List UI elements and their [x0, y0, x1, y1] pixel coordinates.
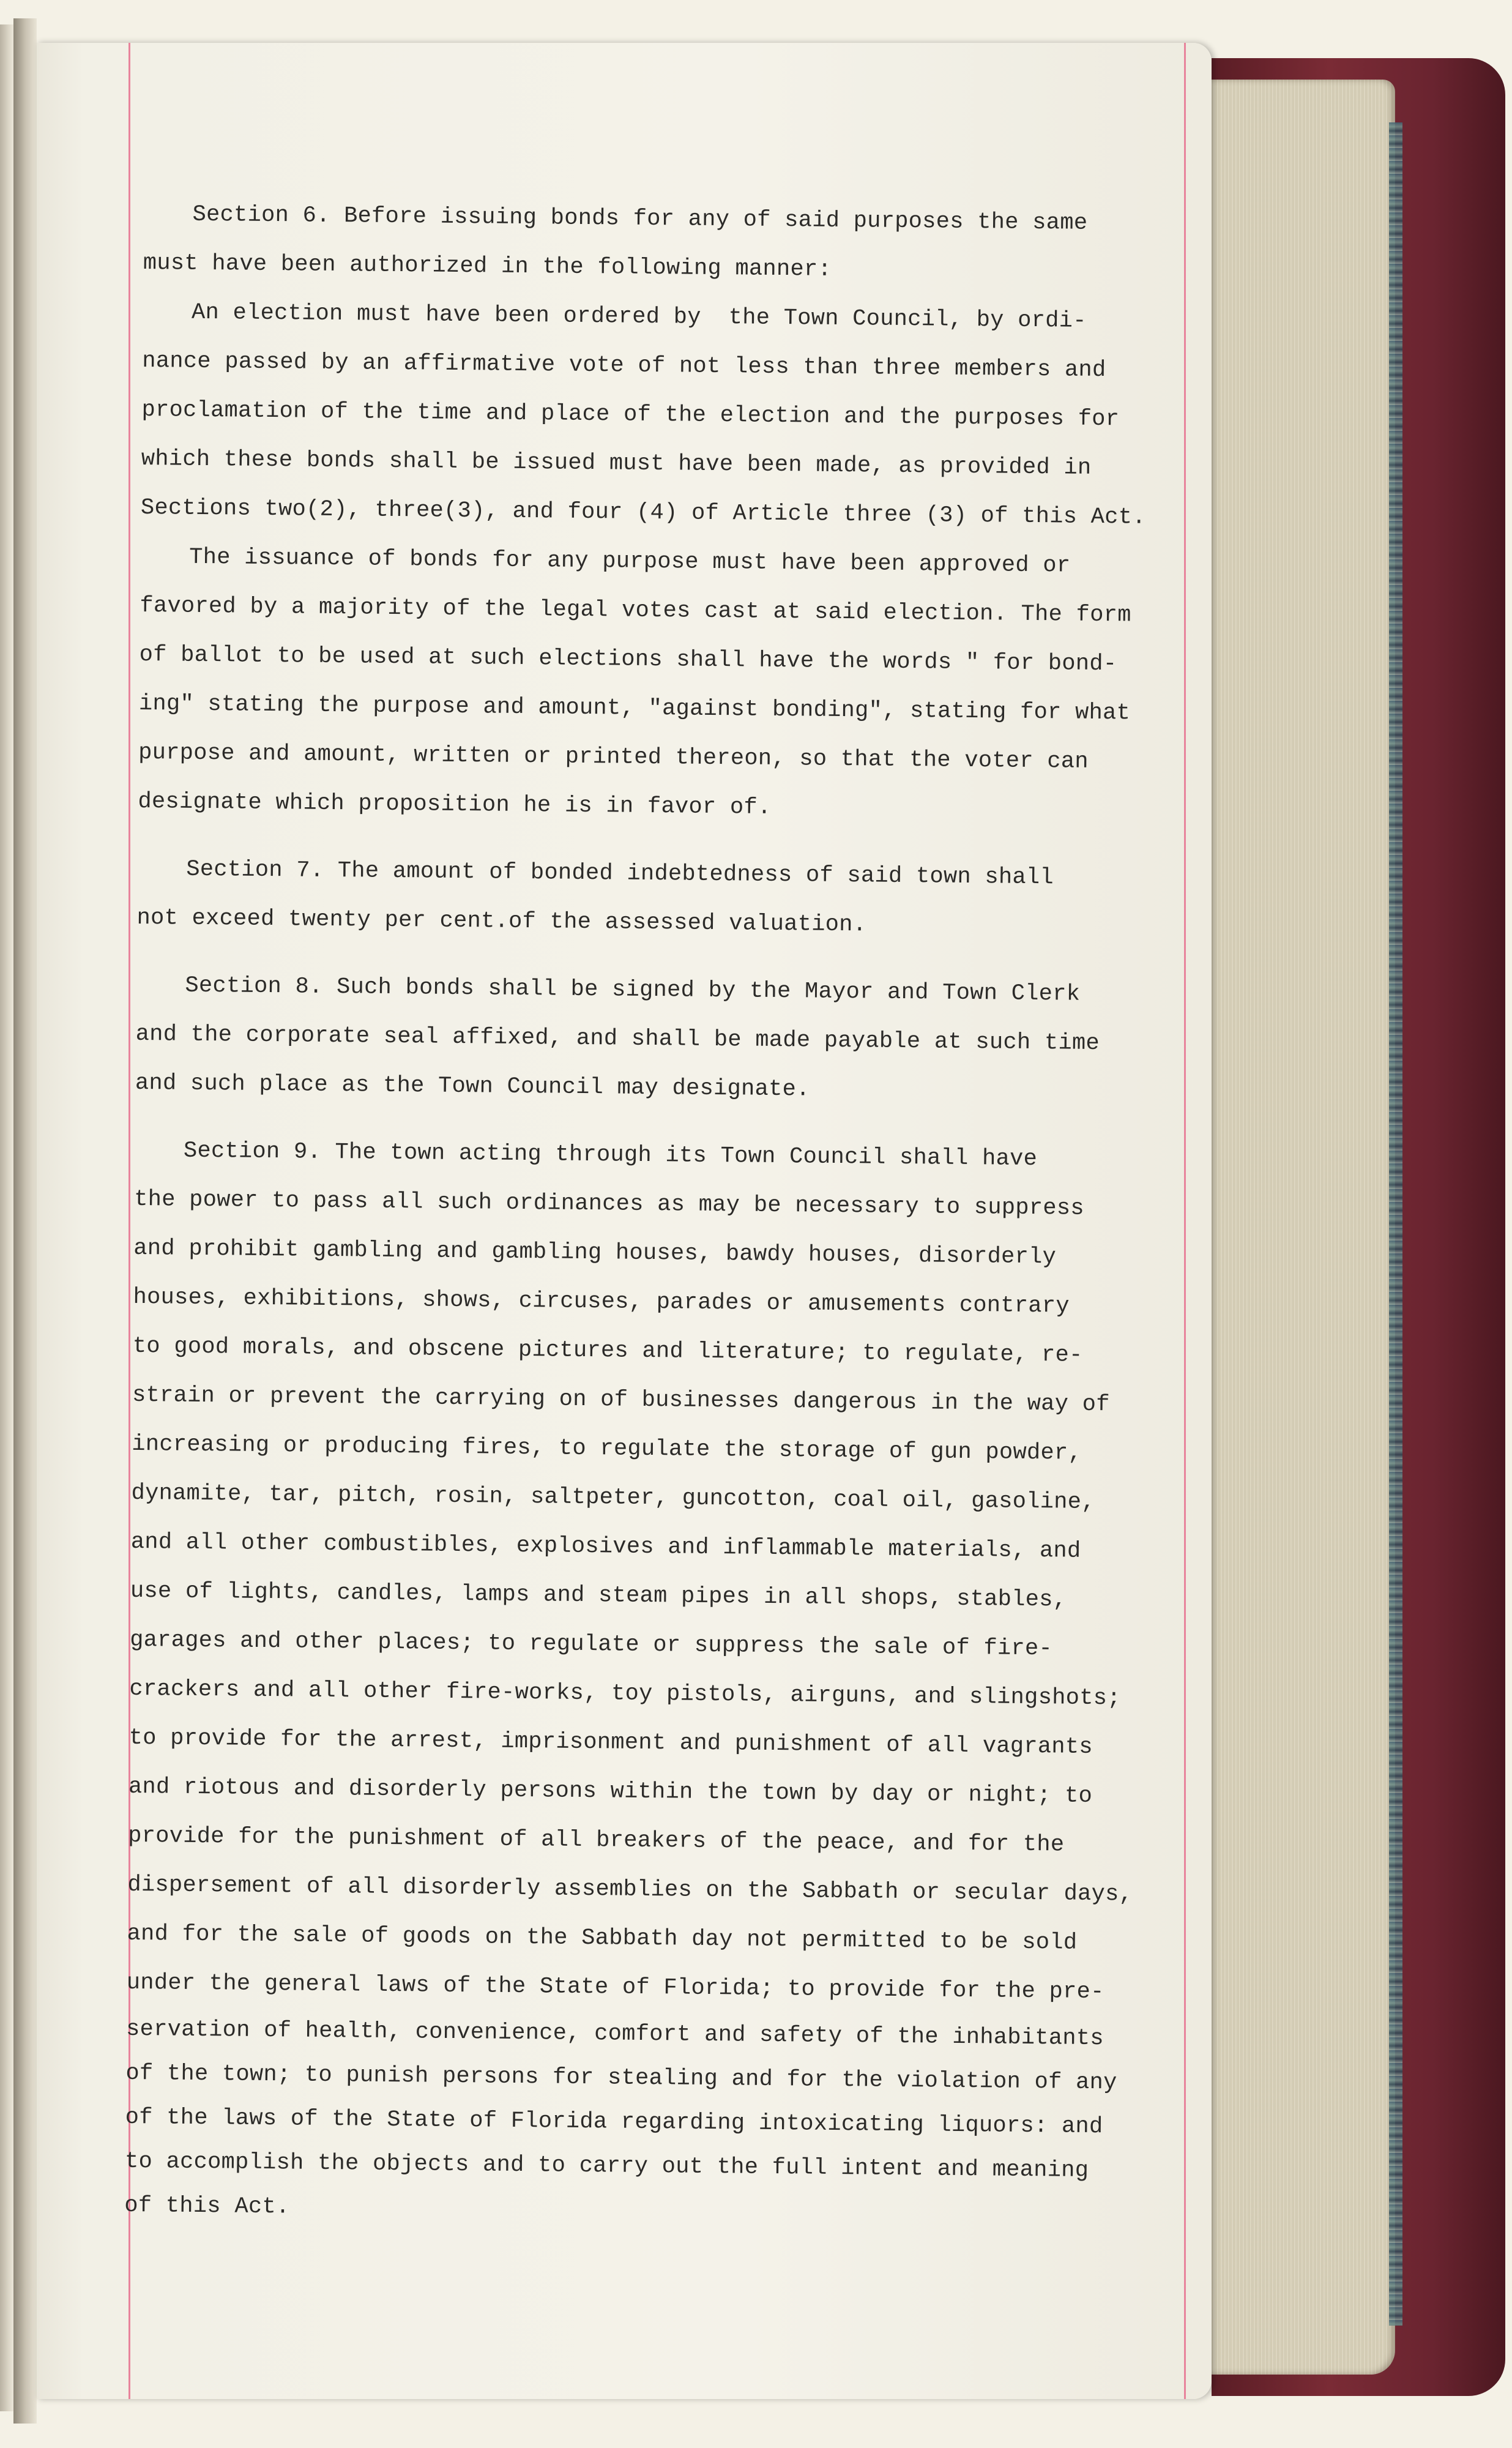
text-line: the power to pass all such ordinances as may be necessary to suppress	[133, 1186, 1085, 1222]
text-line: of the town; to punish persons for stealing and for the violation of any	[125, 2060, 1117, 2096]
text-line: to good morals, and obscene pictures and literature; to regulate, re-	[132, 1333, 1083, 1368]
text-line: dynamite, tar, pitch, rosin, saltpeter, guncotton, coal oil, gasoline,	[131, 1480, 1095, 1516]
marbled-edge	[1389, 122, 1402, 2326]
text-line: to provide for the arrest, imprisonment and punishment of all vagrants	[128, 1725, 1093, 1761]
text-line: dispersement of all disorderly assemblies on the Sabbath or secular days,	[127, 1871, 1133, 1908]
text-line: to accomplish the objects and to carry out the full intent and meaning	[124, 2148, 1089, 2184]
text-line: and prohibit gambling and gambling houses, bawdy houses, disorderly	[133, 1235, 1057, 1271]
document-page	[37, 43, 1212, 2399]
text-line: of this Act.	[124, 2192, 290, 2220]
text-line: garages and other places; to regulate or suppress the sale of fire-	[130, 1627, 1053, 1662]
text-line: increasing or producing fires, to regulate the storage of gun powder,	[132, 1431, 1082, 1466]
left-page-edge	[0, 24, 13, 2411]
section-7-heading-line: Section 7. The amount of bonded indebtedness of said town shall	[186, 856, 1054, 891]
book-gutter	[13, 18, 37, 2424]
text-line: strain or prevent the carrying on of businesses dangerous in the way of	[132, 1382, 1110, 1418]
text-line: of ballot to be used at such elections shall have the words " for bond-	[139, 641, 1117, 677]
text-line: and such place as the Town Council may designate.	[135, 1070, 810, 1103]
text-line: designate which proposition he is in favor of.	[138, 788, 772, 821]
text-line: nance passed by an affirmative vote of not less than three members and	[142, 348, 1106, 384]
text-line: which these bonds shall be issued must have been made, as provided in	[141, 446, 1092, 481]
text-line: and all other combustibles, explosives and inflammable materials, and	[130, 1529, 1081, 1564]
text-line: The issuance of bonds for any purpose must have been approved or	[189, 544, 1071, 579]
typed-text-block	[124, 190, 1196, 2237]
text-line: proclamation of the time and place of the election and the purposes for	[141, 397, 1120, 433]
text-line: not exceed twenty per cent.of the assessed valuation.	[136, 905, 867, 938]
text-line: under the general laws of the State of Florida; to provide for the pre-	[126, 1969, 1104, 2006]
page-stack-edges	[1212, 80, 1395, 2375]
text-line: houses, exhibitions, shows, circuses, parades or amusements contrary	[133, 1284, 1070, 1319]
text-line: provide for the punishment of all breakers of the peace, and for the	[127, 1823, 1065, 1858]
text-line: of the laws of the State of Florida regarding intoxicating liquors: and	[125, 2104, 1103, 2140]
text-line: and the corporate seal affixed, and shall be made payable at such time	[135, 1021, 1100, 1057]
text-line: favored by a majority of the legal votes cast at said election. The form	[140, 592, 1131, 629]
text-line: crackers and all other fire-works, toy pistols, airguns, and slingshots;	[129, 1676, 1121, 1712]
text-line: ing" stating the purpose and amount, "against bonding", stating for what	[138, 690, 1131, 726]
text-line: Sections two(2), three(3), and four (4) of Article three (3) of this Act.	[140, 494, 1146, 531]
text-line: purpose and amount, written or printed thereon, so that the voter can	[138, 739, 1089, 775]
section-6-heading-line: Section 6. Before issuing bonds for any of said purposes the same	[192, 201, 1088, 236]
text-line: must have been authorized in the following manner:	[143, 250, 832, 283]
text-line: and for the sale of goods on the Sabbath day not permitted to be sold	[127, 1920, 1078, 1956]
section-9-heading-line: Section 9. The town acting through its Town Council shall have	[183, 1138, 1038, 1173]
text-line: and riotous and disorderly persons within the town by day or night; to	[128, 1774, 1093, 1809]
text-line: servation of health, convenience, comfort and safety of the inhabitants	[125, 2016, 1104, 2052]
text-line: An election must have been ordered by the Town Council, by ordi-	[191, 299, 1087, 334]
section-8-heading-line: Section 8. Such bonds shall be signed by the Mayor and Town Clerk	[185, 972, 1081, 1007]
text-line: use of lights, candles, lamps and steam pipes in all shops, stables,	[130, 1578, 1067, 1613]
